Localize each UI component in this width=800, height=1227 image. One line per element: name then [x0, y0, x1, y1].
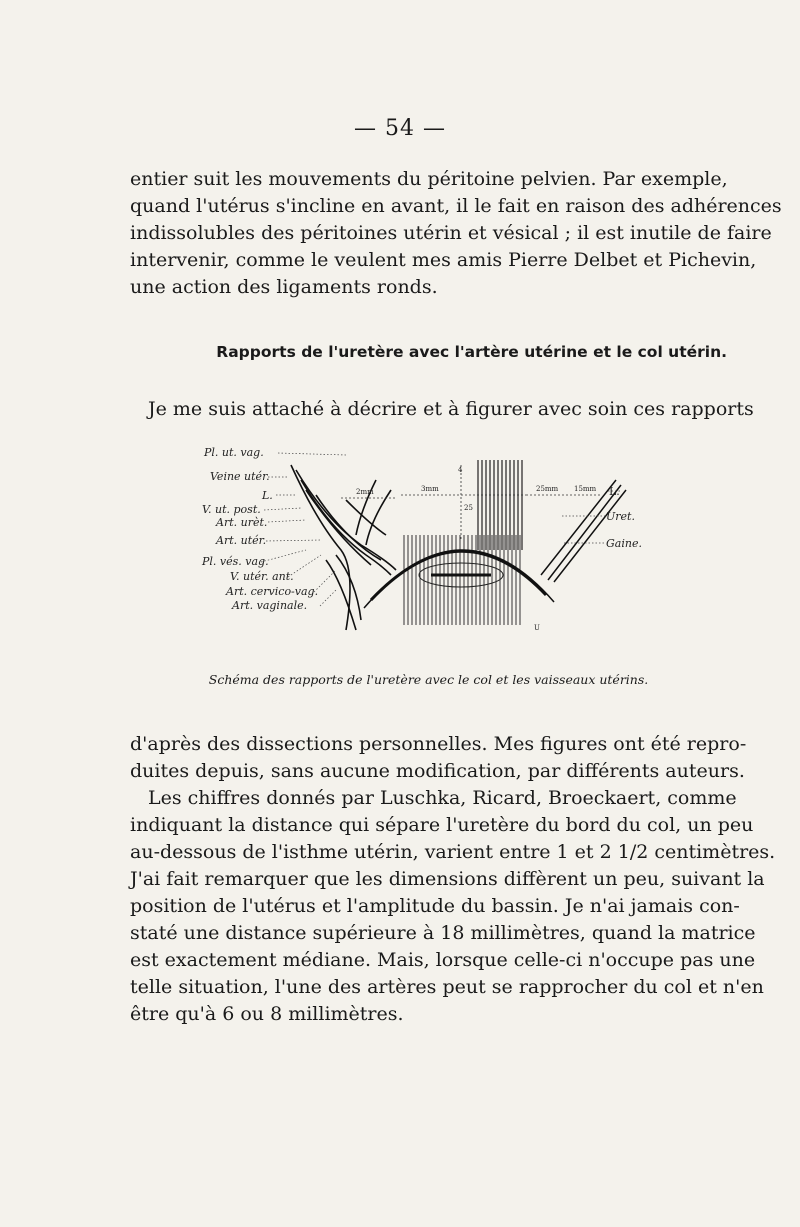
- text-line: d'après des dissections personnelles. Mes figures ont été repro-: [130, 733, 747, 755]
- paragraph-1: [130, 166, 782, 301]
- text-line: staté une distance supérieure à 18 millimètres, quand la matrice: [130, 922, 756, 944]
- text-line: duites depuis, sans aucune modification, par différents auteurs.: [130, 760, 745, 782]
- paragraph-4: [130, 785, 776, 1028]
- dimension-label: 15mm: [574, 485, 597, 493]
- dimension-label: 3mm: [421, 485, 439, 493]
- figure-caption: Schéma des rapports de l'uretère avec le col et les vaisseaux utérins.: [208, 672, 649, 687]
- dimension-label: 2mm: [356, 488, 374, 496]
- text-line: Les chiffres donnés par Luschka, Ricard, Broeckaert, comme: [148, 787, 737, 809]
- figure-label: Art. utér.: [216, 534, 267, 547]
- dimension-label: 25mm: [536, 485, 559, 493]
- figure-label: Pl. ut. vag.: [204, 446, 264, 459]
- figure-label: L.: [609, 485, 620, 498]
- leader-lines: [261, 453, 621, 606]
- text-line: position de l'utérus et l'amplitude du bassin. Je n'ai jamais con-: [130, 895, 740, 917]
- text-line: indissolubles des péritoines utérin et vésical ; il est inutile de faire: [130, 222, 772, 244]
- figure-label: Art. urèt.: [216, 516, 268, 529]
- figure-label: Uret.: [606, 510, 635, 523]
- figure-label: V. utér. ant.: [230, 570, 294, 583]
- anatomical-diagram: [196, 440, 656, 640]
- section-heading: Rapports de l'uretère avec l'artère utérine et le col utérin.: [216, 343, 727, 361]
- text-line: quand l'utérus s'incline en avant, il le fait en raison des adhérences: [130, 195, 782, 217]
- page-number: — 54 —: [354, 116, 446, 141]
- ureter-arch-outer: [364, 550, 554, 608]
- text-line: au-dessous de l'isthme utérin, varient entre 1 et 2 1/2 centimètres.: [130, 841, 776, 863]
- dimension-lines: [341, 465, 601, 540]
- text-line: Je me suis attaché à décrire et à figurer avec soin ces rapports: [148, 398, 754, 420]
- text-line: est exactement médiane. Mais, lorsque celle-ci n'occupe pas une: [130, 949, 756, 971]
- figure-label: Veine utér.: [210, 470, 270, 483]
- paragraph-3: [130, 731, 747, 785]
- figure-label: Pl. vés. vag.: [202, 555, 269, 568]
- figure-label: Art. cervico-vag.: [226, 585, 319, 598]
- dimension-label: U: [534, 624, 540, 632]
- text-line: une action des ligaments ronds.: [130, 276, 438, 298]
- text-line: intervenir, comme le veulent mes amis Pierre Delbet et Pichevin,: [130, 249, 757, 271]
- dimension-label: 25: [464, 504, 473, 512]
- text-line: être qu'à 6 ou 8 millimètres.: [130, 1003, 404, 1025]
- figure-label: V. ut. post.: [202, 503, 261, 516]
- text-line: entier suit les mouvements du péritoine pelvien. Par exemple,: [130, 168, 728, 190]
- text-line: telle situation, l'une des artères peut se rapprocher du col et n'en: [130, 976, 764, 998]
- dimension-label: 4: [458, 466, 463, 474]
- paragraph-2: [130, 396, 754, 423]
- figure-label: Gaine.: [606, 537, 642, 550]
- figure-label: Art. vaginale.: [232, 599, 308, 612]
- figure-label: L.: [262, 489, 273, 502]
- text-line: J'ai fait remarquer que les dimensions diffèrent un peu, suivant la: [130, 868, 765, 890]
- anatomical-figure: [196, 440, 656, 640]
- text-line: indiquant la distance qui sépare l'uretère du bord du col, un peu: [130, 814, 754, 836]
